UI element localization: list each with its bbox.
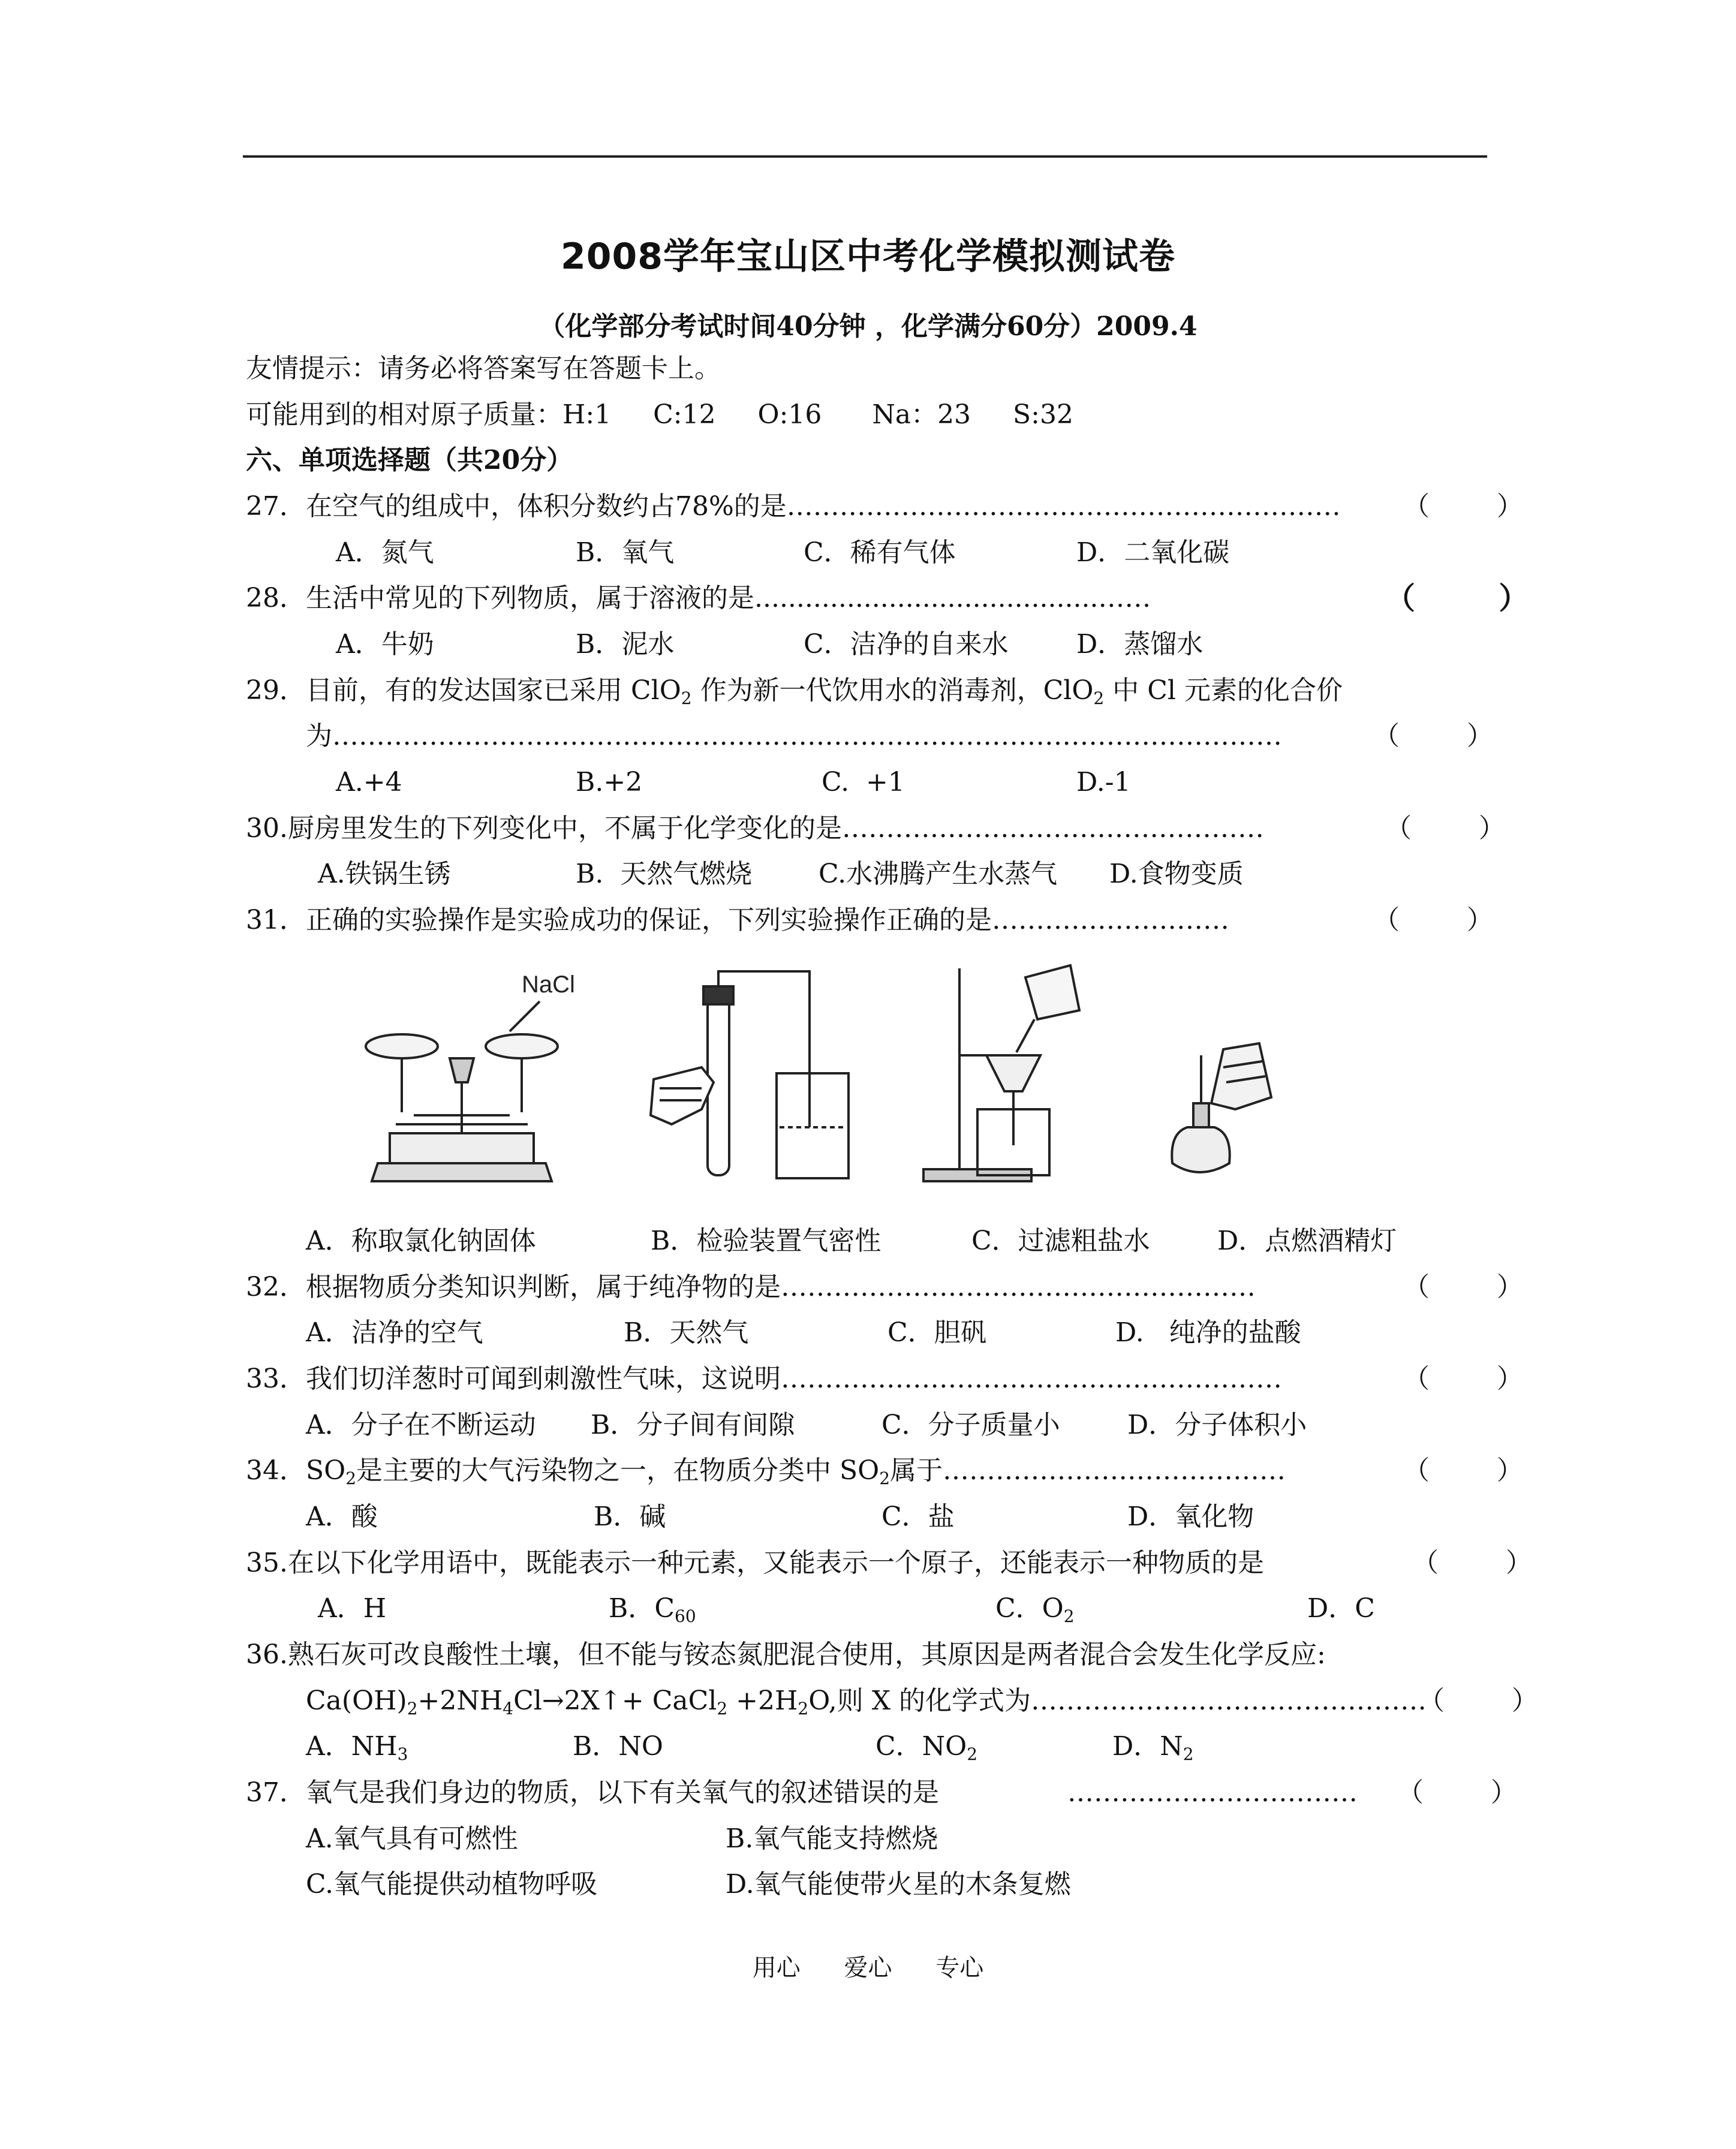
question-30-stem: 30.厨房里发生的下列变化中，不属于化学变化的是…………………………………………	[246, 813, 1264, 844]
subscript: 4	[503, 1699, 514, 1718]
subscript: 2	[345, 1468, 357, 1488]
subscript: 2	[879, 1468, 890, 1488]
eq-part: Cl→2X↑+ CaCl	[513, 1686, 717, 1716]
experiment-figures	[348, 953, 1307, 1187]
option-a	[306, 1729, 408, 1765]
option-text: D．N	[1112, 1731, 1183, 1762]
option-c: C.氧气能提供动植物呼吸	[306, 1869, 598, 1900]
question-27-stem: 27．在空气的组成中，体积分数约占78%的是………………………………………………………	[246, 491, 1341, 522]
balance-figure	[366, 971, 575, 1181]
option-a: A.+4	[336, 767, 402, 797]
option-c	[875, 1729, 977, 1765]
question-36-equation	[306, 1683, 1427, 1719]
option-c: C．盐	[881, 1501, 955, 1532]
question-34-stem	[246, 1453, 1286, 1489]
option-b: B．天然气	[624, 1317, 749, 1348]
question-28-stem: 28．生活中常见的下列物质，属于溶液的是.........................................……	[246, 583, 1151, 613]
option-a: A．称取氯化钠固体	[306, 1226, 536, 1256]
page-subtitle: （化学部分考试时间40分钟 ，化学满分60分）2009.4	[538, 311, 1198, 342]
question-35-stem: 35.在以下化学用语中，既能表示一种元素，又能表示一个原子，还能表示一种物质的是	[246, 1548, 1264, 1578]
option-d: D．蒸馏水	[1076, 629, 1204, 660]
option-b: B．NO	[573, 1731, 663, 1762]
nacl-label: NaCl	[522, 971, 575, 998]
answer-paren: （ ）	[1373, 721, 1493, 751]
option-a: A．分子在不断运动	[306, 1410, 536, 1440]
answer-paren: （ ）	[1403, 491, 1523, 522]
filtration-figure	[923, 965, 1079, 1181]
option-c: C．分子质量小	[881, 1410, 1060, 1440]
subscript: 2	[407, 1699, 418, 1718]
eq-part: +2NH	[417, 1686, 503, 1716]
eq-part: Ca(OH)	[306, 1686, 407, 1716]
option-a: A.铁锅生锈	[318, 859, 451, 889]
option-d: D．C	[1307, 1593, 1375, 1624]
option-c	[995, 1591, 1075, 1627]
stem-part: 是主要的大气污染物之一，在物质分类中 SO	[356, 1455, 880, 1486]
option-d: D.氧气能使带火星的木条复燃	[726, 1869, 1071, 1900]
stem-part: 34．SO	[246, 1455, 346, 1486]
option-b: B.氧气能支持燃烧	[726, 1823, 938, 1854]
stem-part: 29．目前，有的发达国家已采用 ClO	[246, 675, 681, 706]
question-31-stem: 31．正确的实验操作是实验成功的保证，下列实验操作正确的是………………………	[246, 905, 1229, 935]
option-c: C．胆矾	[887, 1317, 987, 1348]
question-32-stem: 32．根据物质分类知识判断，属于纯净物的是………………………………………………	[246, 1272, 1256, 1302]
answer-paren: （ ）	[1385, 580, 1529, 616]
subscript: 2	[681, 688, 692, 708]
option-b: B．碱	[594, 1501, 666, 1532]
option-d: D．点燃酒精灯	[1217, 1226, 1397, 1256]
option-c: C. +1	[822, 767, 905, 797]
answer-paren: （ ）	[1403, 1455, 1523, 1486]
header-rule	[243, 155, 1487, 158]
option-text: C．O	[995, 1593, 1064, 1624]
question-29-stem	[246, 673, 1343, 709]
option-d: D.-1	[1076, 767, 1131, 797]
answer-paren: （ ）	[1403, 1364, 1523, 1394]
option-d: D.食物变质	[1109, 859, 1244, 889]
subscript: 2	[967, 1744, 978, 1764]
option-b: B．检验装置气密性	[651, 1226, 881, 1256]
option-b: B．泥水	[576, 629, 675, 660]
atomic-masses: 可能用到的相对原子质量：H:1 C:12 O:16 Na：23 S:32	[246, 399, 1073, 430]
question-37-stem: 37．氧气是我们身边的物质，以下有关氧气的叙述错误的是	[246, 1777, 939, 1808]
option-c: C．洁净的自来水	[804, 629, 1009, 660]
option-text: A．NH	[306, 1731, 398, 1762]
option-c: C．过滤粗盐水	[971, 1226, 1150, 1256]
answer-paren: （ ）	[1373, 905, 1493, 935]
option-b	[609, 1591, 696, 1627]
option-c: C.水沸腾产生水蒸气	[819, 859, 1058, 889]
answer-paren: （ ）	[1403, 1272, 1523, 1302]
answer-paren: （ ）	[1385, 813, 1505, 844]
question-37-dots: ……………………………	[1067, 1777, 1358, 1808]
stem-part: 作为新一代饮用水的消毒剂，ClO	[691, 675, 1094, 706]
answer-paren: （ ）	[1412, 1548, 1532, 1578]
option-text: B．C	[609, 1593, 675, 1624]
option-a: A．洁净的空气	[306, 1317, 483, 1348]
option-d: D．氧化物	[1127, 1501, 1254, 1532]
eq-part: +2H	[727, 1686, 798, 1716]
page-title: 2008学年宝山区中考化学模拟测试卷	[561, 236, 1175, 278]
alcohol-lamp-figure	[1172, 1043, 1271, 1172]
option-d	[1112, 1729, 1194, 1765]
option-d: D．二氧化碳	[1076, 537, 1230, 568]
option-a: A．牛奶	[336, 629, 434, 660]
option-a: A.氧气具有可燃性	[306, 1823, 518, 1854]
page-footer: 用心 爱心 专心	[752, 1954, 984, 1982]
subscript: 2	[1183, 1744, 1194, 1764]
airtightness-figure	[651, 971, 849, 1178]
subscript: 3	[397, 1744, 408, 1764]
subscript: 2	[1093, 688, 1105, 708]
question-36-stem: 36.熟石灰可改良酸性土壤，但不能与铵态氮肥混合使用，其原因是两者混合会发生化学反应:	[246, 1639, 1326, 1670]
subscript: 2	[717, 1699, 728, 1718]
answer-paren: （ ）	[1397, 1777, 1517, 1808]
option-text: C．NO	[875, 1731, 967, 1762]
question-29-stem-cont: 为………………………………………………………………………………………………	[306, 721, 1282, 751]
option-a: A．氮气	[336, 537, 434, 568]
subscript: 60	[675, 1606, 696, 1626]
stem-part: 中 Cl 元素的化合价	[1104, 675, 1343, 706]
eq-part: O,则 X 的化学式为………………………………………	[808, 1686, 1427, 1716]
lab-apparatus-illustration	[348, 953, 1307, 1187]
option-b: B．分子间有间隙	[591, 1410, 795, 1440]
subscript: 2	[798, 1699, 809, 1718]
option-a: A．酸	[306, 1501, 378, 1532]
option-a: A．H	[318, 1593, 387, 1624]
answer-paren: （ ）	[1418, 1686, 1538, 1716]
tip-text: 友情提示：请务必将答案写在答题卡上。	[246, 353, 721, 384]
option-b: B．氧气	[576, 537, 675, 568]
option-d: D．分子体积小	[1127, 1410, 1307, 1440]
section-heading: 六、单项选择题（共20分）	[246, 445, 573, 475]
stem-part: 属于…………………………………	[890, 1455, 1286, 1486]
option-d: D. 纯净的盐酸	[1115, 1317, 1301, 1348]
option-b: B. 天然气燃烧	[576, 859, 753, 889]
subscript: 2	[1063, 1606, 1075, 1626]
option-b: B.+2	[576, 767, 643, 797]
option-c: C．稀有气体	[804, 537, 956, 568]
question-33-stem: 33．我们切洋葱时可闻到刺激性气味，这说明…………………………………………………	[246, 1364, 1282, 1394]
